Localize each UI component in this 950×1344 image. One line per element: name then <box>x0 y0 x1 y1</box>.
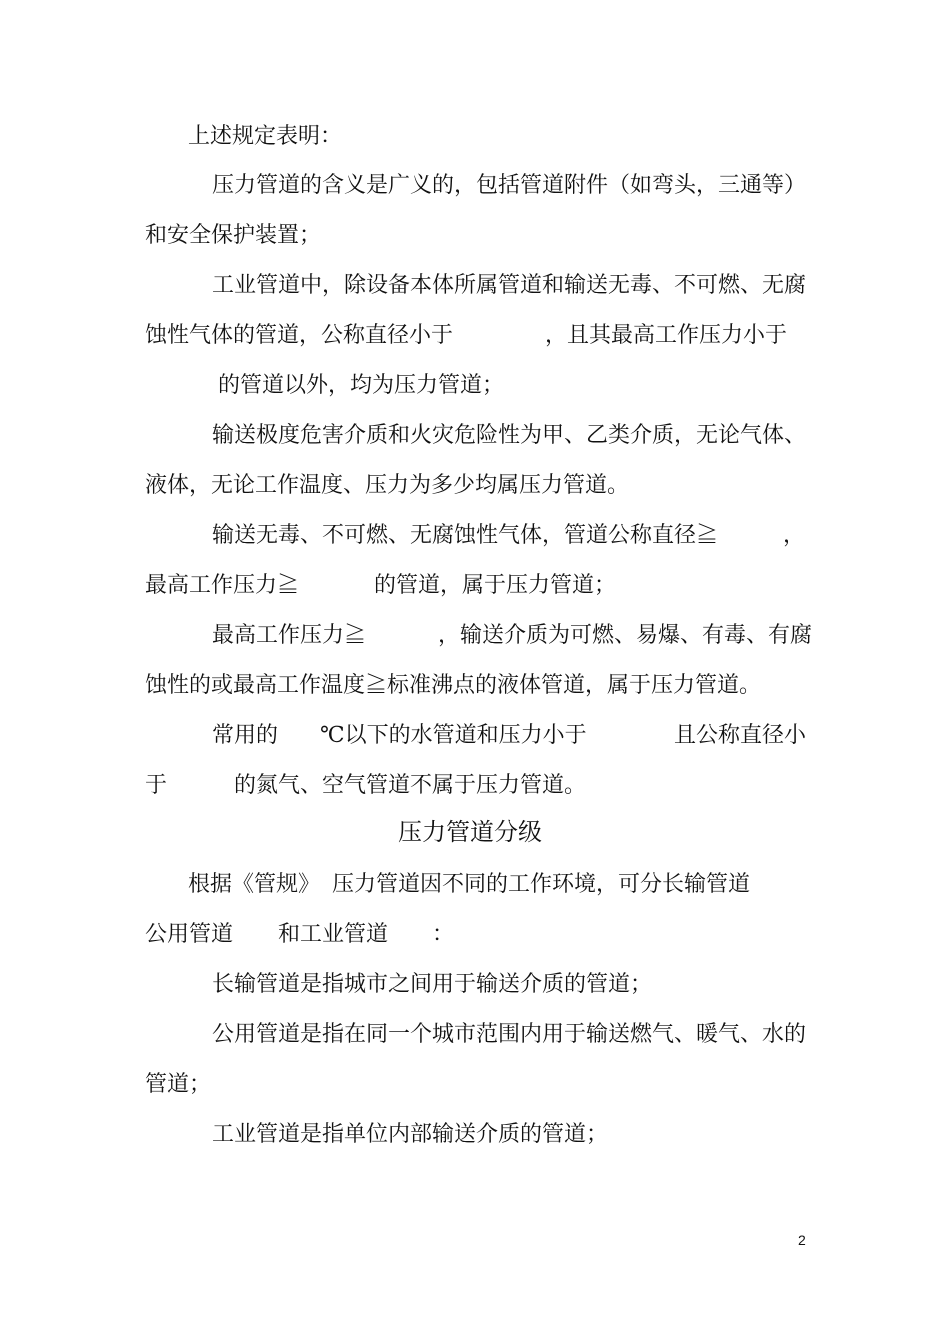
text-line: 于 <box>145 773 168 798</box>
text-line: ， <box>783 523 806 548</box>
text-line: 的管道，属于压力管道； <box>374 573 617 598</box>
text-line: 常用的 <box>212 723 279 748</box>
text-line: 液体，无论工作温度、压力为多少均属压力管道。 <box>145 473 630 498</box>
text-line: 的氮气、空气管道不属于压力管道。 <box>234 773 587 798</box>
text-line: ℃以下的水管道和压力小于 <box>320 723 587 748</box>
text-line: 公用管道是指在同一个城市范围内用于输送燃气、暖气、水的 <box>212 1022 807 1047</box>
text-line: 蚀性气体的管道，公称直径小于 <box>145 323 454 348</box>
text-line: ： <box>432 922 455 947</box>
text-line: 蚀性的或最高工作温度≧标准沸点的液体管道，属于压力管道。 <box>145 673 762 698</box>
text-line: 上述规定表明： <box>188 124 343 149</box>
text-line: 管道； <box>145 1072 212 1097</box>
text-line: 压力管道的含义是广义的，包括管道附件（如弯头，三通等） <box>212 173 807 198</box>
text-line: 输送极度危害介质和火灾危险性为甲、乙类介质，无论气体、 <box>212 423 807 448</box>
text-line: 公用管道 <box>145 922 234 947</box>
text-line: 压力管道因不同的工作环境，可分长输管道 <box>332 872 751 897</box>
text-line: 最高工作压力≧ <box>212 623 367 648</box>
text-line: 工业管道中，除设备本体所属管道和输送无毒、不可燃、无腐 <box>212 273 807 298</box>
text-line: ，输送介质为可燃、易爆、有毒、有腐 <box>438 623 813 648</box>
text-line: 长输管道是指城市之间用于输送介质的管道； <box>212 972 653 997</box>
text-line: 根据《管规》 <box>188 872 321 897</box>
text-line: 且公称直径小 <box>674 723 807 748</box>
text-line: 工业管道是指单位内部输送介质的管道； <box>212 1122 609 1147</box>
text-line: 和工业管道 <box>278 922 389 947</box>
text-line: 的管道以外，均为压力管道； <box>218 373 505 398</box>
text-line: ，且其最高工作压力小于 <box>545 323 788 348</box>
text-line: 输送无毒、不可燃、无腐蚀性气体，管道公称直径≧ <box>212 523 719 548</box>
text-line: 和安全保护装置； <box>145 223 322 248</box>
section-heading: 压力管道分级 <box>398 818 542 846</box>
text-line: 最高工作压力≧ <box>145 573 300 598</box>
page-number: 2 <box>798 1232 806 1248</box>
